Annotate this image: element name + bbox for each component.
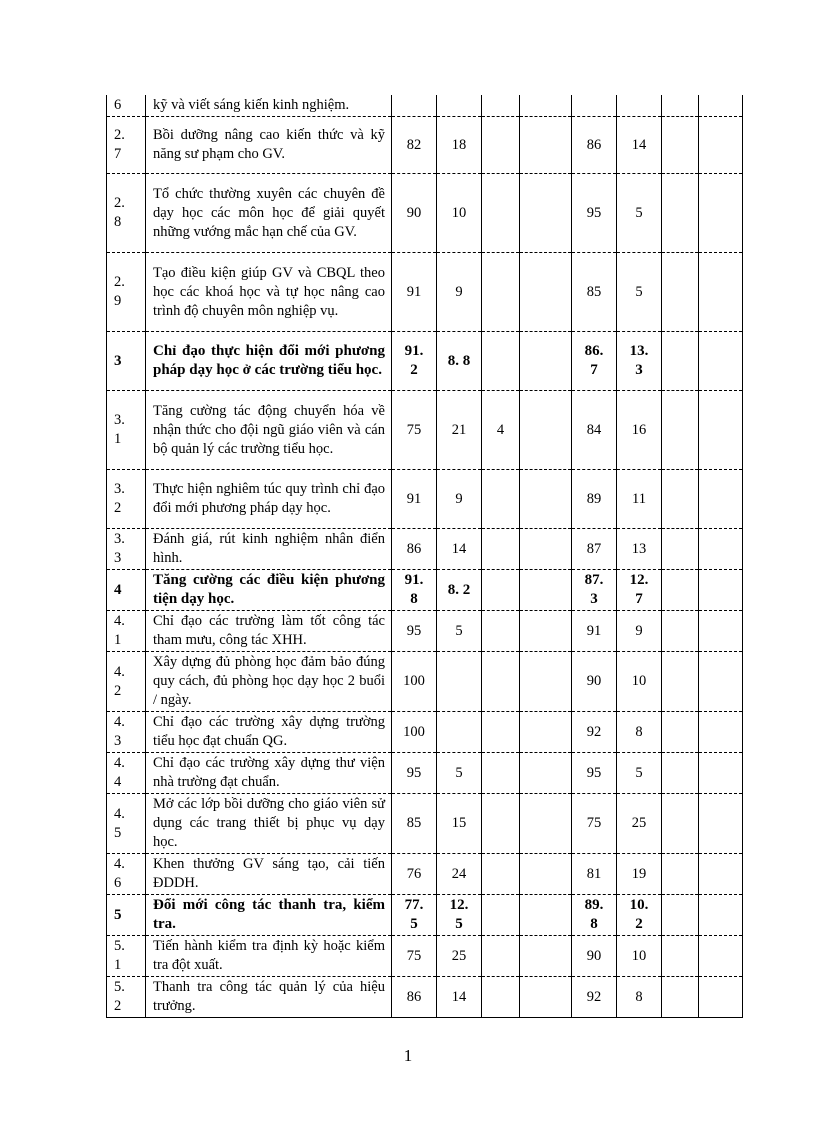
value-cell: 5 — [617, 174, 662, 253]
row-description: Xây dựng đủ phòng học đảm bảo đúng quy cách, đủ phòng học dạy học 2 buổi / ngày. — [146, 652, 392, 712]
row-index: 4 — [107, 570, 146, 611]
value-cell — [699, 712, 743, 753]
page-number: 1 — [403, 1046, 413, 1065]
table-row — [107, 854, 743, 895]
value-cell: 100 — [392, 652, 437, 712]
value-cell — [482, 936, 520, 977]
table-row — [107, 570, 743, 611]
value-cell — [662, 895, 699, 936]
table-row — [107, 391, 743, 470]
value-cell — [520, 753, 572, 794]
value-cell — [482, 652, 520, 712]
table-row — [107, 253, 743, 332]
value-cell — [520, 936, 572, 977]
value-cell — [520, 253, 572, 332]
row-index: 6 — [107, 95, 146, 117]
value-cell: 91 — [392, 470, 437, 529]
table-row — [107, 332, 743, 391]
value-cell — [520, 977, 572, 1018]
value-cell — [699, 753, 743, 794]
value-cell — [699, 529, 743, 570]
value-cell — [662, 611, 699, 652]
row-index: 4. 2 — [107, 652, 146, 712]
row-description: Chỉ đạo các trường làm tốt công tác tham mưu, công tác XHH. — [146, 611, 392, 652]
row-index: 5 — [107, 895, 146, 936]
value-cell — [699, 391, 743, 470]
value-cell — [699, 570, 743, 611]
value-cell: 5 — [617, 753, 662, 794]
value-cell — [662, 936, 699, 977]
value-cell: 75 — [572, 794, 617, 854]
value-cell: 76 — [392, 854, 437, 895]
row-description: Đổi mới công tác thanh tra, kiểm tra. — [146, 895, 392, 936]
value-cell: 82 — [392, 117, 437, 174]
value-cell: 18 — [437, 117, 482, 174]
value-cell — [482, 332, 520, 391]
value-cell: 10 — [437, 174, 482, 253]
value-cell — [482, 174, 520, 253]
row-description: Mở các lớp bồi dưỡng cho giáo viên sử dụng các trang thiết bị phục vụ dạy học. — [146, 794, 392, 854]
value-cell — [699, 332, 743, 391]
value-cell: 75 — [392, 391, 437, 470]
value-cell — [482, 895, 520, 936]
table-row — [107, 174, 743, 253]
table-body — [107, 95, 743, 1018]
value-cell: 10 — [617, 936, 662, 977]
value-cell: 100 — [392, 712, 437, 753]
value-cell — [520, 570, 572, 611]
value-cell — [572, 95, 617, 117]
value-cell — [482, 95, 520, 117]
value-cell: 95 — [392, 753, 437, 794]
value-cell — [699, 652, 743, 712]
row-description: Thanh tra công tác quản lý của hiệu trưởng. — [146, 977, 392, 1018]
value-cell — [699, 470, 743, 529]
value-cell — [482, 854, 520, 895]
value-cell: 92 — [572, 712, 617, 753]
value-cell — [699, 794, 743, 854]
value-cell — [699, 895, 743, 936]
value-cell — [520, 174, 572, 253]
value-cell: 4 — [482, 391, 520, 470]
value-cell: 77. 5 — [392, 895, 437, 936]
value-cell: 25 — [617, 794, 662, 854]
row-index: 3. 1 — [107, 391, 146, 470]
value-cell: 90 — [392, 174, 437, 253]
row-description: Tăng cường tác động chuyển hóa về nhận thức cho đội ngũ giáo viên và cán bộ quản lý các trường tiểu học. — [146, 391, 392, 470]
value-cell — [437, 652, 482, 712]
value-cell — [520, 611, 572, 652]
value-cell: 8. 2 — [437, 570, 482, 611]
value-cell — [699, 936, 743, 977]
value-cell — [699, 977, 743, 1018]
table-row — [107, 611, 743, 652]
value-cell: 92 — [572, 977, 617, 1018]
value-cell: 10 — [617, 652, 662, 712]
value-cell: 87. 3 — [572, 570, 617, 611]
row-index: 2. 9 — [107, 253, 146, 332]
value-cell — [482, 977, 520, 1018]
row-index: 2. 7 — [107, 117, 146, 174]
value-cell: 25 — [437, 936, 482, 977]
value-cell: 85 — [572, 253, 617, 332]
value-cell — [662, 712, 699, 753]
value-cell: 10. 2 — [617, 895, 662, 936]
value-cell: 86 — [572, 117, 617, 174]
value-cell — [520, 391, 572, 470]
value-cell — [699, 95, 743, 117]
table-row — [107, 977, 743, 1018]
row-index: 2. 8 — [107, 174, 146, 253]
value-cell: 81 — [572, 854, 617, 895]
value-cell: 24 — [437, 854, 482, 895]
value-cell — [520, 332, 572, 391]
value-cell — [662, 470, 699, 529]
value-cell: 8 — [617, 712, 662, 753]
row-index: 3 — [107, 332, 146, 391]
row-index: 5. 2 — [107, 977, 146, 1018]
value-cell: 95 — [572, 753, 617, 794]
table-row — [107, 117, 743, 174]
row-description: Tăng cường các điều kiện phương tiện dạy học. — [146, 570, 392, 611]
value-cell — [482, 753, 520, 794]
row-index: 4. 6 — [107, 854, 146, 895]
row-description: Thực hiện nghiêm túc quy trình chỉ đạo đổi mới phương pháp dạy học. — [146, 470, 392, 529]
value-cell — [662, 652, 699, 712]
value-cell: 15 — [437, 794, 482, 854]
value-cell: 84 — [572, 391, 617, 470]
table-row — [107, 712, 743, 753]
row-index: 3. 3 — [107, 529, 146, 570]
table-row — [107, 895, 743, 936]
value-cell: 11 — [617, 470, 662, 529]
value-cell — [520, 794, 572, 854]
row-description: Chỉ đạo thực hiện đổi mới phương pháp dạy học ở các trường tiểu học. — [146, 332, 392, 391]
value-cell: 91 — [572, 611, 617, 652]
value-cell — [437, 95, 482, 117]
row-description: Chỉ đạo các trường xây dựng trường tiểu học đạt chuẩn QG. — [146, 712, 392, 753]
row-index: 4. 4 — [107, 753, 146, 794]
value-cell — [482, 117, 520, 174]
row-index: 4. 5 — [107, 794, 146, 854]
value-cell: 89. 8 — [572, 895, 617, 936]
value-cell — [662, 753, 699, 794]
value-cell — [699, 117, 743, 174]
value-cell: 5 — [617, 253, 662, 332]
value-cell: 75 — [392, 936, 437, 977]
value-cell — [662, 529, 699, 570]
value-cell: 14 — [437, 529, 482, 570]
value-cell — [520, 712, 572, 753]
row-index: 4. 1 — [107, 611, 146, 652]
value-cell — [662, 332, 699, 391]
value-cell — [520, 95, 572, 117]
value-cell — [520, 854, 572, 895]
value-cell: 14 — [437, 977, 482, 1018]
value-cell: 13. 3 — [617, 332, 662, 391]
value-cell — [699, 174, 743, 253]
table-row — [107, 794, 743, 854]
row-description: Tổ chức thường xuyên các chuyên đề dạy học các môn học để giải quyết những vướng mắc hạn chế của GV. — [146, 174, 392, 253]
value-cell: 16 — [617, 391, 662, 470]
value-cell — [520, 117, 572, 174]
value-cell — [520, 529, 572, 570]
row-description: Khen thưởng GV sáng tạo, cải tiến ĐDDH. — [146, 854, 392, 895]
value-cell — [482, 570, 520, 611]
value-cell — [662, 95, 699, 117]
table-row — [107, 936, 743, 977]
value-cell: 13 — [617, 529, 662, 570]
value-cell — [699, 611, 743, 652]
value-cell — [617, 95, 662, 117]
table-row — [107, 95, 743, 117]
value-cell: 91. 2 — [392, 332, 437, 391]
value-cell: 9 — [437, 253, 482, 332]
value-cell — [662, 391, 699, 470]
value-cell — [482, 611, 520, 652]
value-cell: 5 — [437, 753, 482, 794]
value-cell: 86. 7 — [572, 332, 617, 391]
value-cell — [482, 529, 520, 570]
value-cell: 86 — [392, 977, 437, 1018]
value-cell — [662, 854, 699, 895]
survey-table — [106, 95, 743, 1018]
row-index: 3. 2 — [107, 470, 146, 529]
value-cell: 85 — [392, 794, 437, 854]
value-cell: 8 — [617, 977, 662, 1018]
value-cell — [520, 895, 572, 936]
value-cell — [482, 470, 520, 529]
value-cell: 14 — [617, 117, 662, 174]
value-cell: 86 — [392, 529, 437, 570]
value-cell: 95 — [572, 174, 617, 253]
table-row — [107, 470, 743, 529]
value-cell — [482, 253, 520, 332]
value-cell: 5 — [437, 611, 482, 652]
value-cell — [699, 854, 743, 895]
value-cell — [699, 253, 743, 332]
row-description: Đánh giá, rút kinh nghiệm nhân điển hình. — [146, 529, 392, 570]
value-cell: 12. 5 — [437, 895, 482, 936]
table-row — [107, 529, 743, 570]
value-cell — [662, 253, 699, 332]
value-cell — [437, 712, 482, 753]
value-cell: 12. 7 — [617, 570, 662, 611]
value-cell: 91. 8 — [392, 570, 437, 611]
value-cell: 87 — [572, 529, 617, 570]
value-cell: 9 — [437, 470, 482, 529]
row-description: Chỉ đạo các trường xây dựng thư viện nhà trường đạt chuẩn. — [146, 753, 392, 794]
value-cell — [482, 794, 520, 854]
table-row — [107, 753, 743, 794]
row-description: Tạo điều kiện giúp GV và CBQL theo học các khoá học và tự học nâng cao trình độ chuyên môn nghiệp vụ. — [146, 253, 392, 332]
row-index: 4. 3 — [107, 712, 146, 753]
value-cell: 90 — [572, 936, 617, 977]
row-description: Tiến hành kiểm tra định kỳ hoặc kiểm tra đột xuất. — [146, 936, 392, 977]
value-cell — [662, 174, 699, 253]
value-cell — [662, 117, 699, 174]
value-cell: 91 — [392, 253, 437, 332]
value-cell — [662, 794, 699, 854]
value-cell — [520, 470, 572, 529]
value-cell: 21 — [437, 391, 482, 470]
row-index: 5. 1 — [107, 936, 146, 977]
value-cell — [392, 95, 437, 117]
value-cell — [520, 652, 572, 712]
value-cell: 95 — [392, 611, 437, 652]
value-cell: 9 — [617, 611, 662, 652]
value-cell — [662, 570, 699, 611]
value-cell — [662, 977, 699, 1018]
row-description: Bồi dưỡng nâng cao kiến thức và kỹ năng sư phạm cho GV. — [146, 117, 392, 174]
row-description: kỹ và viết sáng kiến kinh nghiệm. — [146, 95, 392, 117]
value-cell: 19 — [617, 854, 662, 895]
value-cell — [482, 712, 520, 753]
value-cell: 89 — [572, 470, 617, 529]
table-row — [107, 652, 743, 712]
value-cell: 90 — [572, 652, 617, 712]
value-cell: 8. 8 — [437, 332, 482, 391]
